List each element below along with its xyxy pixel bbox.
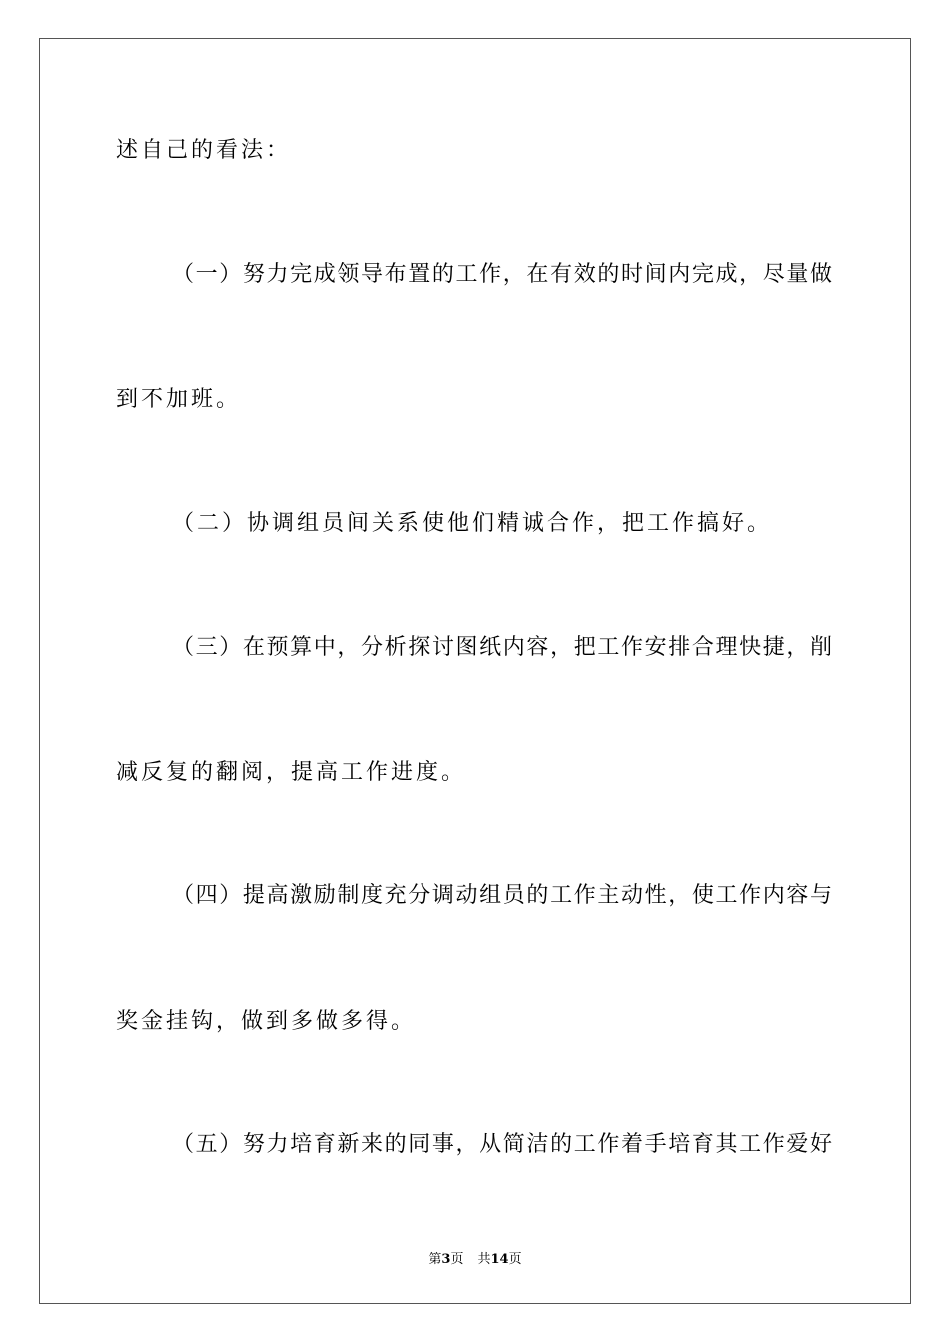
paragraph-item-1-line-1: （一）努力完成领导布置的工作，在有效的时间内完成，尽量做 <box>172 262 832 287</box>
paragraph-item-3-line-2: 减反复的翻阅，提高工作进度。 <box>116 760 467 785</box>
total-suffix: 页 <box>508 1252 522 1267</box>
total-prefix: 共 <box>477 1252 491 1267</box>
paragraph-item-4-line-2: 奖金挂钩，做到多做多得。 <box>116 1009 417 1034</box>
page-footer <box>0 1248 950 1267</box>
paragraph-item-1-line-2: 到不加班。 <box>116 387 242 412</box>
paragraph-item-3-line-1: （三）在预算中，分析探讨图纸内容，把工作安排合理快捷，削 <box>172 635 832 660</box>
paragraph-item-4-line-1: （四）提高激励制度充分调动组员的工作主动性，使工作内容与 <box>172 883 832 908</box>
page-border <box>39 38 911 1304</box>
total-pages: 14 <box>490 1252 509 1267</box>
paragraph-item-5-line-1: （五）努力培育新来的同事，从简洁的工作着手培育其工作爱好 <box>172 1132 832 1157</box>
page-suffix: 页 <box>450 1252 464 1267</box>
page-prefix: 第 <box>428 1252 442 1267</box>
paragraph-item-2: （二）协调组员间关系使他们精诚合作，把工作搞好。 <box>172 511 773 536</box>
paragraph-line-1: 述自己的看法： <box>116 138 292 163</box>
page-number: 3 <box>441 1252 451 1267</box>
